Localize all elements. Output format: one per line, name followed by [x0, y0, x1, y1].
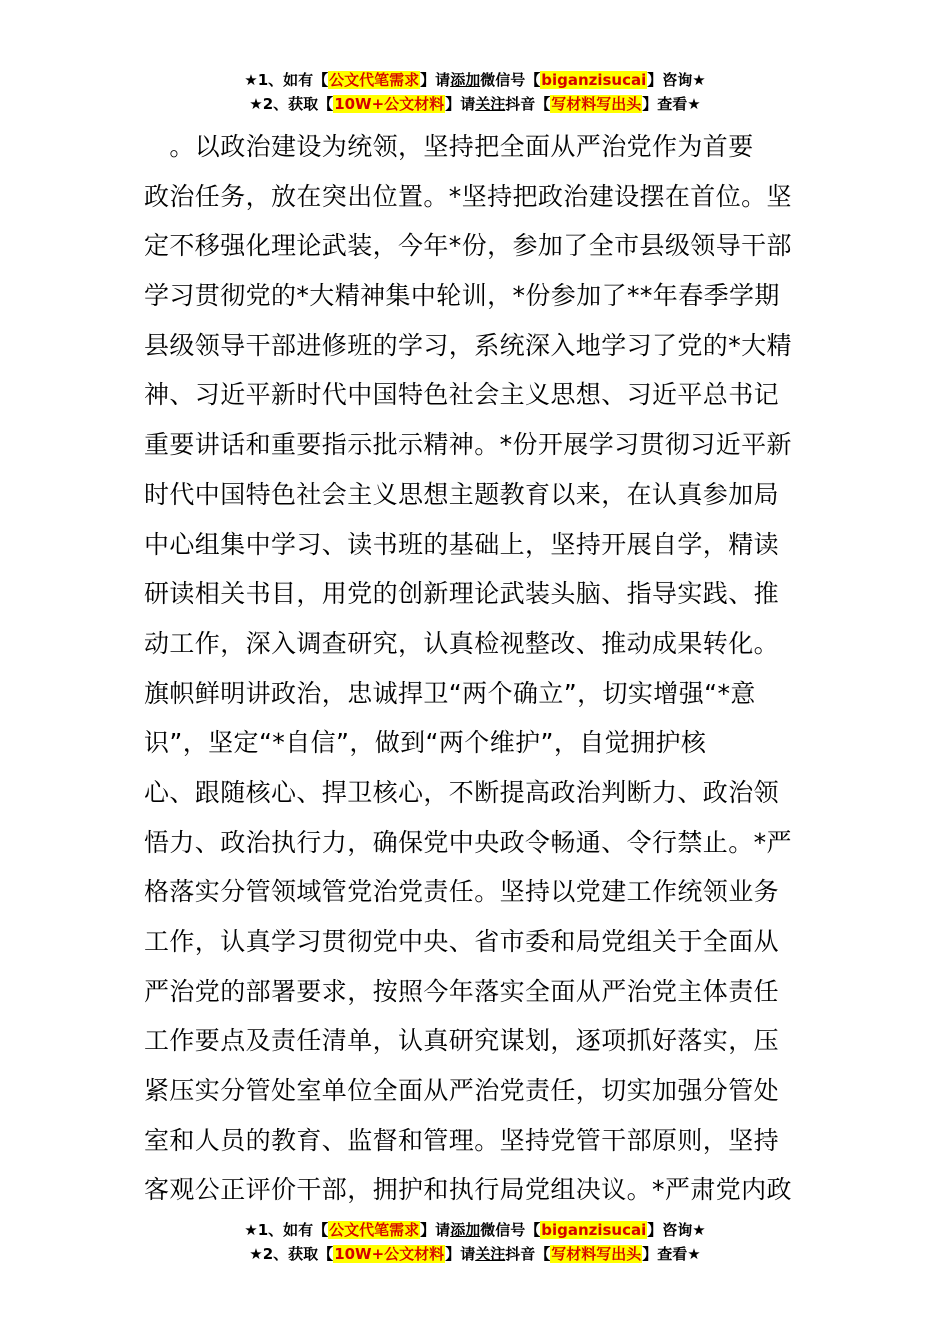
banner-text: 】咨询★	[647, 71, 706, 89]
banner-text: 】查看★	[642, 95, 701, 113]
banner-text: ★1、如有【	[244, 1221, 329, 1239]
body-line: 研读相关书目，用党的创新理论武装头脑、指导实践、推	[144, 579, 780, 609]
banner-text: ★2、获取【	[249, 1245, 334, 1263]
body-line: 神、习近平新时代中国特色社会主义思想、习近平总书记	[144, 380, 780, 410]
body-line: 格落实分管领域管党治党责任。坚持以党建工作统领业务	[144, 877, 780, 907]
footer-banner	[0, 1218, 950, 1266]
body-line: 政治任务，放在突出位置。*坚持把政治建设摆在首位。坚	[144, 181, 792, 211]
body-line: 悟力、政治执行力，确保党中央政令畅通、令行禁止。*严	[144, 827, 792, 857]
highlight-douyin-account: 写材料写出头	[551, 95, 642, 113]
banner-text: 抖音【	[505, 1245, 551, 1263]
body-line: 中心组集中学习、读书班的基础上，坚持开展自学，精读	[144, 529, 780, 559]
highlight-materials: 10W+公文材料	[334, 95, 445, 113]
underlined-text: 添加	[450, 1221, 481, 1239]
highlight-service: 公文代笔需求	[329, 1221, 420, 1239]
document-body	[144, 122, 809, 1215]
body-line: 动工作，深入调查研究，认真检视整改、推动成果转化。	[144, 628, 780, 658]
banner-text: 】请	[420, 1221, 451, 1239]
footer-banner-line-1	[0, 1218, 950, 1242]
banner-text: 抖音【	[505, 95, 551, 113]
highlight-materials: 10W+公文材料	[334, 1245, 445, 1263]
highlight-service: 公文代笔需求	[329, 71, 420, 89]
banner-text: ★2、获取【	[249, 95, 334, 113]
banner-text: 】请	[445, 95, 476, 113]
header-banner-line-1	[0, 68, 950, 92]
banner-text: ★1、如有【	[244, 71, 329, 89]
body-line: 学习贯彻党的*大精神集中轮训，*份参加了**年春季学期	[144, 281, 780, 311]
underlined-text: 关注	[475, 95, 506, 113]
highlight-wechat-id: biganzisucai	[541, 71, 647, 89]
body-line: 。以政治建设为统领，坚持把全面从严治党作为首要	[144, 132, 754, 161]
body-line: 严治党的部署要求，按照今年落实全面从严治党主体责任	[144, 976, 780, 1006]
banner-text: 】请	[445, 1245, 476, 1263]
body-line: 县级领导干部进修班的学习，系统深入地学习了党的*大精	[144, 330, 792, 360]
body-line: 客观公正评价干部，拥护和执行局党组决议。*严肃党内政	[144, 1175, 792, 1205]
body-line: 识”，坚定“*自信”，做到“两个维护”，自觉拥护核	[144, 728, 707, 758]
footer-banner-line-2	[0, 1242, 950, 1266]
banner-text: 】请	[420, 71, 451, 89]
body-line: 时代中国特色社会主义思想主题教育以来，在认真参加局	[144, 479, 780, 509]
banner-text: 微信号【	[480, 71, 541, 89]
body-line: 室和人员的教育、监督和管理。坚持党管干部原则，坚持	[144, 1125, 780, 1155]
body-line: 旗帜鲜明讲政治，忠诚捍卫“两个确立”，切实增强“*意	[144, 678, 756, 708]
body-line: 定不移强化理论武装，今年*份，参加了全市县级领导干部	[144, 231, 792, 261]
body-line: 工作，认真学习贯彻党中央、省市委和局党组关于全面从	[144, 927, 780, 956]
underlined-text: 关注	[475, 1245, 506, 1263]
body-line: 心、跟随核心、捍卫核心，不断提高政治判断力、政治领	[144, 777, 780, 807]
body-line: 工作要点及责任清单，认真研究谋划，逐项抓好落实，压	[144, 1026, 780, 1056]
highlight-wechat-id: biganzisucai	[541, 1221, 647, 1239]
banner-text: 微信号【	[480, 1221, 541, 1239]
body-line: 重要讲话和重要指示批示精神。*份开展学习贯彻习近平新	[144, 430, 792, 460]
highlight-douyin-account: 写材料写出头	[551, 1245, 642, 1263]
banner-text: 】咨询★	[647, 1221, 706, 1239]
header-banner	[0, 68, 950, 116]
body-line: 紧压实分管处室单位全面从严治党责任，切实加强分管处	[144, 1076, 780, 1106]
header-banner-line-2	[0, 92, 950, 116]
banner-text: 】查看★	[642, 1245, 701, 1263]
underlined-text: 添加	[450, 71, 481, 89]
